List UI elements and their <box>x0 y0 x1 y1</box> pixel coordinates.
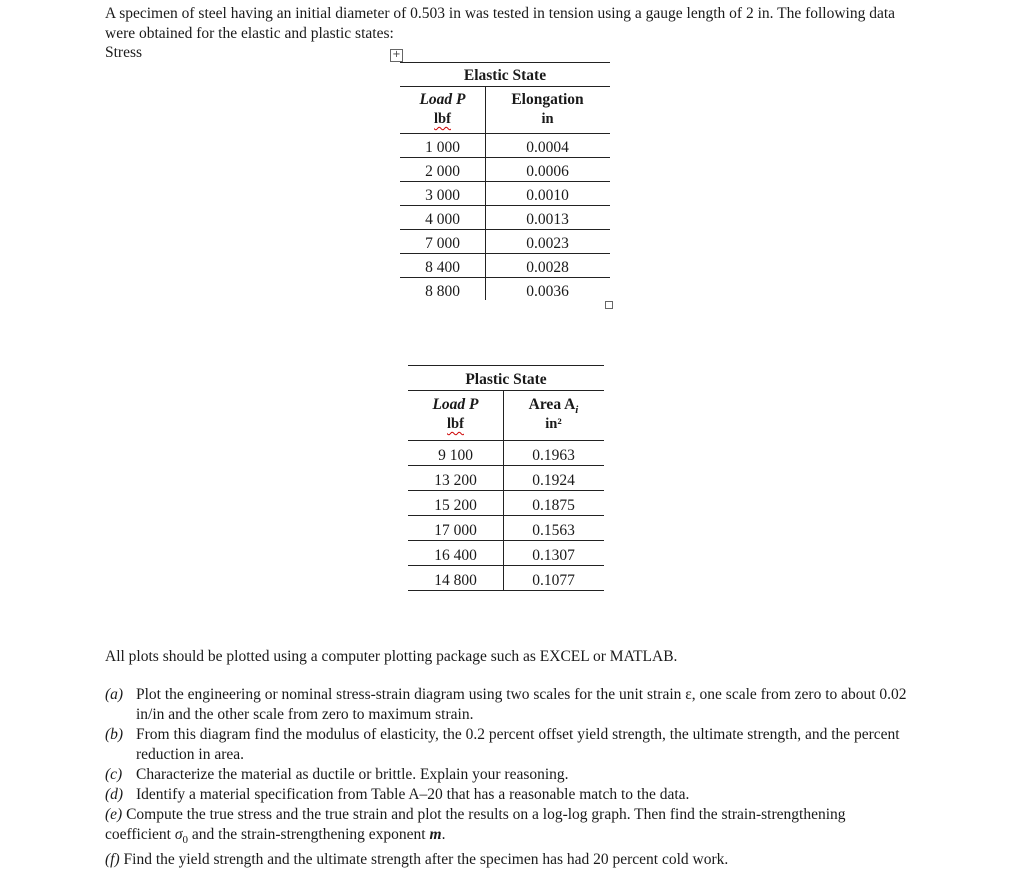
question-a-label: (a) <box>105 686 124 703</box>
table-cell: 9 100 <box>438 447 473 464</box>
plastic-col2-header: Area A <box>528 396 576 413</box>
elastic-col1-unit: lbf <box>434 111 451 127</box>
question-e-text-1: Compute the true stress and the true strain and plot the results on a log-log graph. Then find the strain-strengthening coefficient <box>105 806 846 843</box>
question-e-end: . <box>441 826 446 843</box>
problem-intro: A specimen of steel having an initial diameter of 0.503 in was tested in tension using a gauge length of 2 in. The following data were obtained for the elastic and plastic states: <box>105 5 896 42</box>
question-e <box>105 805 915 850</box>
question-d-label: (d) <box>105 786 124 803</box>
table-cell: 1 000 <box>425 139 460 156</box>
table-cell: 8 400 <box>425 259 460 276</box>
sigma-subscript: 0 <box>182 834 189 847</box>
plastic-col2-subscript: i <box>575 404 579 417</box>
table-resize-handle[interactable] <box>605 301 613 309</box>
question-b <box>105 725 915 765</box>
question-c-text: Characterize the material as ductile or brittle. Explain your reasoning. <box>136 766 569 783</box>
plastic-state-table <box>408 365 604 595</box>
elastic-state-table <box>400 62 610 302</box>
sigma-symbol: σ <box>174 826 183 843</box>
table-cell: 17 000 <box>434 522 477 539</box>
table-cell: 0.1077 <box>532 572 575 589</box>
elastic-col2-unit: in <box>541 111 554 127</box>
table-cell: 0.0023 <box>526 235 569 252</box>
plastic-col1-header: Load P <box>432 396 479 413</box>
table-cell: 0.1875 <box>532 497 575 514</box>
table-cell: 15 200 <box>434 497 477 514</box>
question-a <box>105 685 915 725</box>
question-d-text: Identify a material specification from Table A–20 that has a reasonable match to the data. <box>136 786 690 803</box>
table-cell: 0.1563 <box>532 522 575 539</box>
elastic-title: Elastic State <box>463 67 547 84</box>
question-f-text: Find the yield strength and the ultimate strength after the specimen has had 20 percent cold work. <box>123 851 729 868</box>
table-cell: 7 000 <box>425 235 460 252</box>
table-cell: 0.0010 <box>526 187 569 204</box>
plastic-title: Plastic State <box>465 371 547 388</box>
question-c-label: (c) <box>105 766 123 783</box>
table-cell: 2 000 <box>425 163 460 180</box>
elastic-col1-header: Load P <box>419 91 466 108</box>
elastic-col2-header: Elongation <box>511 91 584 108</box>
table-cell: 14 800 <box>434 572 477 589</box>
table-cell: 0.1963 <box>532 447 575 464</box>
question-e-text-2: and the strain-strengthening exponent <box>191 826 426 843</box>
table-cell: 0.0006 <box>526 163 569 180</box>
table-cell: 13 200 <box>434 472 477 489</box>
plastic-col2-unit: in² <box>545 416 562 432</box>
table-cell: 8 800 <box>425 283 460 300</box>
question-e-label: (e) <box>105 806 123 823</box>
table-cell: 0.0028 <box>526 259 569 276</box>
table-cell: 0.1307 <box>532 547 575 564</box>
table-cell: 3 000 <box>425 187 460 204</box>
question-c <box>105 765 915 785</box>
table-cell: 0.1924 <box>532 472 575 489</box>
plastic-col1-unit: lbf <box>447 416 464 432</box>
question-b-label: (b) <box>105 726 124 743</box>
plot-instruction: All plots should be plotted using a computer plotting package such as EXCEL or MATLAB. <box>105 648 678 665</box>
table-cell: 16 400 <box>434 547 477 564</box>
table-cell: 0.0036 <box>526 283 569 300</box>
table-cell: 0.0013 <box>526 211 569 228</box>
stress-label: Stress <box>105 44 143 61</box>
question-a-text: Plot the engineering or nominal stress-strain diagram using two scales for the unit strain ε, one scale from zero to about 0.02 in/in and the other scale from zero to maximum strain. <box>136 686 907 723</box>
question-f <box>105 850 915 870</box>
table-cell: 4 000 <box>425 211 460 228</box>
table-cell: 0.0004 <box>526 139 569 156</box>
question-d <box>105 785 915 805</box>
question-f-label: (f) <box>105 851 120 868</box>
exponent-m: m <box>429 826 442 843</box>
question-b-text: From this diagram find the modulus of elasticity, the 0.2 percent offset yield strength, the ultimate strength, and the percent reduction in area. <box>136 726 900 763</box>
table-move-handle-icon[interactable]: + <box>390 49 403 62</box>
